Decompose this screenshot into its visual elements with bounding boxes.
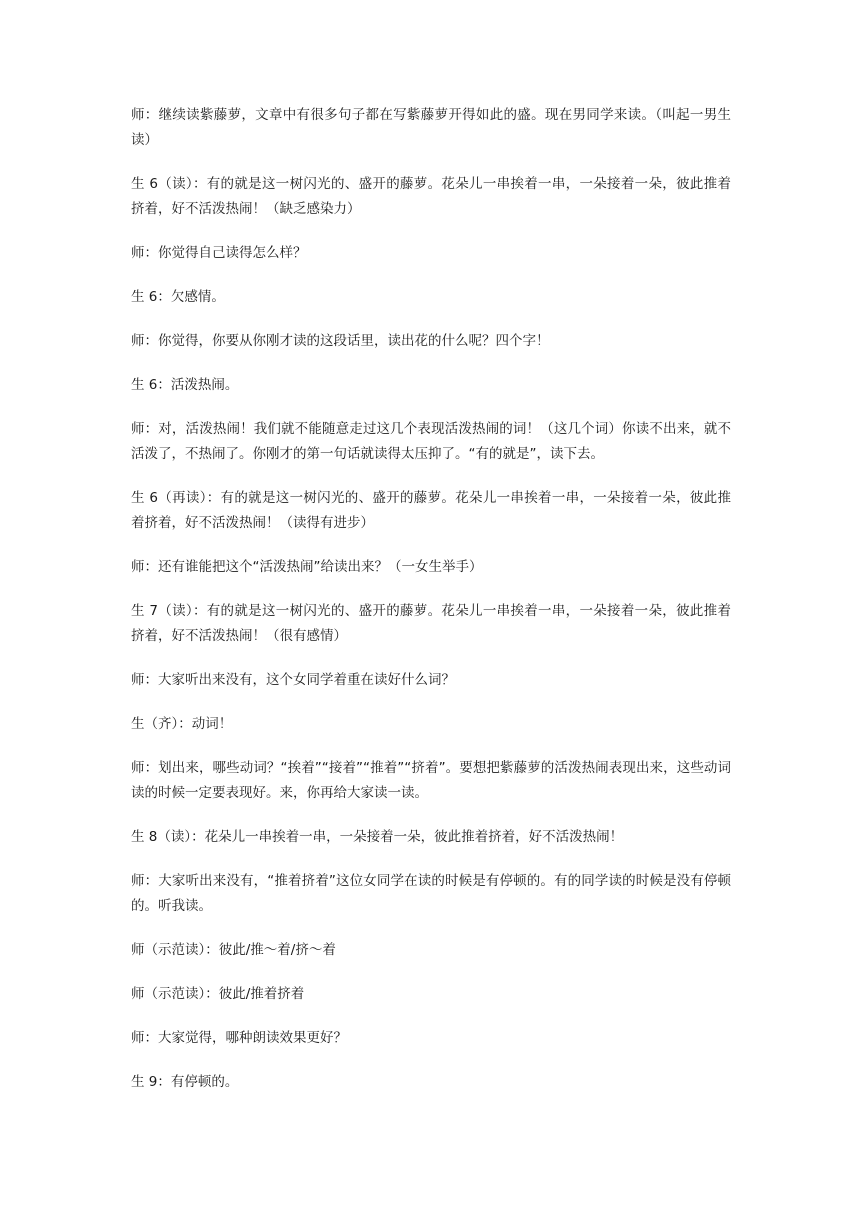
paragraph: 生 6：活泼热闹。 xyxy=(131,377,239,393)
paragraph: 师：你觉得自己读得怎么样？ xyxy=(131,245,307,261)
paragraph: 师：大家听出来没有，“推着挤着”这位女同学在读的时候是有停顿的。有的同学读的时候是没有停顿的。听我读。 xyxy=(131,873,731,914)
paragraph: 师：还有谁能把这个“活泼热闹”给读出来？（一女生举手） xyxy=(131,559,483,575)
document-body xyxy=(131,103,731,1114)
paragraph: 师：对，活泼热闹！我们就不能随意走过这几个表现活泼热闹的词！（这几个词）你读不出来，就不活泼了，不热闹了。你刚才的第一句话就读得太压抑了。“有的就是”，读下去。 xyxy=(131,421,731,462)
paragraph: 生 7（读）：有的就是这一树闪光的、盛开的藤萝。花朵儿一串挨着一串，一朵接着一朵，彼此推着挤着，好不活泼热闹！（很有感情） xyxy=(131,603,731,644)
paragraph: 生 6（读）：有的就是这一树闪光的、盛开的藤萝。花朵儿一串挨着一串，一朵接着一朵，彼此推着挤着，好不活泼热闹！（缺乏感染力） xyxy=(131,176,731,217)
paragraph: 师：大家觉得，哪种朗读效果更好？ xyxy=(131,1030,347,1046)
paragraph: 师：你觉得，你要从你刚才读的这段话里，读出花的什么呢？四个字！ xyxy=(131,333,550,349)
paragraph: 师：继续读紫藤萝，文章中有很多句子都在写紫藤萝开得如此的盛。现在男同学来读。（叫起一男生读） xyxy=(131,107,731,148)
paragraph: 师（示范读）：彼此/推～着/挤～着 xyxy=(131,942,336,958)
paragraph: 师：划出来，哪些动词？“挨着”“接着”“推着”“挤着”。要想把紫藤萝的活泼热闹表现出来，这些动词读的时候一定要表现好。来，你再给大家读一读。 xyxy=(131,760,731,801)
paragraph: 师（示范读）：彼此/推着挤着 xyxy=(131,986,305,1002)
paragraph: 生 6（再读）：有的就是这一树闪光的、盛开的藤萝。花朵儿一串挨着一串，一朵接着一朵，彼此推着挤着，好不活泼热闹！（读得有进步） xyxy=(131,490,731,531)
paragraph: 生（齐）：动词！ xyxy=(131,716,233,732)
paragraph: 师：大家听出来没有，这个女同学着重在读好什么词？ xyxy=(131,672,455,688)
paragraph: 生 9：有停顿的。 xyxy=(131,1074,239,1090)
paragraph: 生 8（读）：花朵儿一串挨着一串，一朵接着一朵，彼此推着挤着，好不活泼热闹！ xyxy=(131,829,624,845)
paragraph: 生 6：欠感情。 xyxy=(131,289,225,305)
